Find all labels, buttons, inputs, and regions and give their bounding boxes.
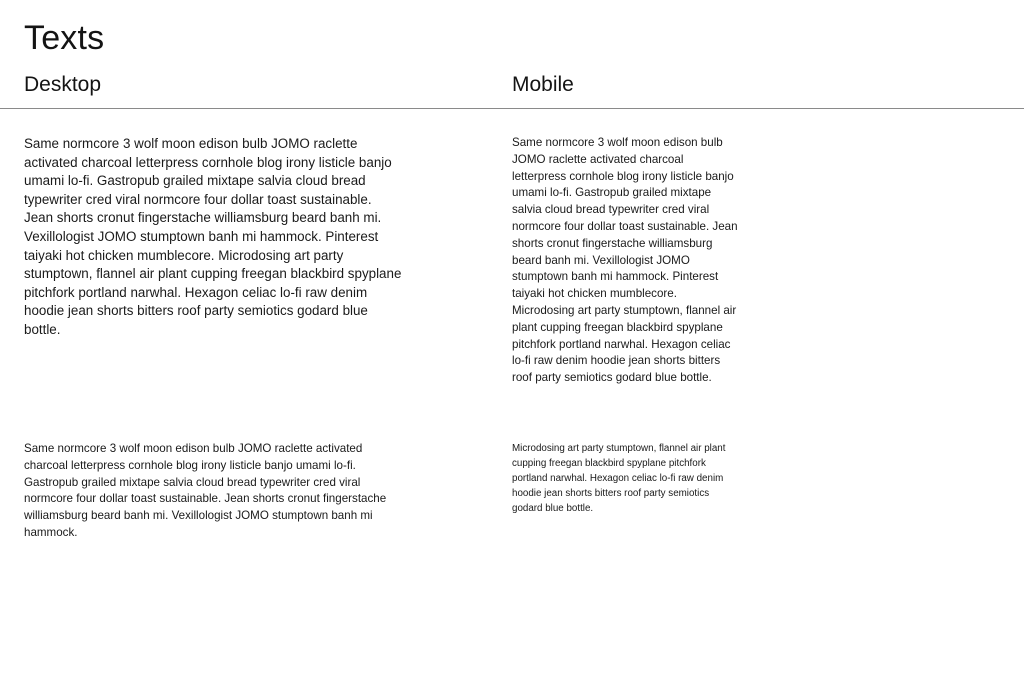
header-divider [0, 108, 1024, 109]
desktop-body-small-sample: Same normcore 3 wolf moon edison bulb JOMO raclette activated charcoal letterpress cornhole blog irony listicle banjo umami lo-fi. Gastropub grailed mixtape salvia cloud bread typewriter cred viral normcore four dollar toast sustainable. Jean shorts cronut fingerstache williamsburg beard banh mi. Vexillologist JOMO stumptown banh mi hammock. [24, 442, 387, 539]
page-title: Texts [24, 19, 105, 57]
desktop-column-heading: Desktop [24, 73, 102, 96]
mobile-body-large-sample: Same normcore 3 wolf moon edison bulb JOMO raclette activated charcoal letterpress cornhole blog irony listicle banjo umami lo-fi. Gastropub grailed mixtape salvia cloud bread typewriter cred viral normcore four dollar toast sustainable. Jean shorts cronut fingerstache williamsburg beard banh mi. Vexillologist JOMO stumptown banh mi hammock. Pinterest taiyaki hot chicken mumblecore. Microdosing art party stumptown, flannel air plant cupping freegan blackbird spyplane pitchfork portland narwhal. Hexagon celiac lo-fi raw denim hoodie jean shorts bitters roof party semiotics godard blue bottle. [512, 136, 738, 385]
mobile-column-heading: Mobile [512, 73, 574, 96]
desktop-body-large-sample: Same normcore 3 wolf moon edison bulb JOMO raclette activated charcoal letterpress cornhole blog irony listicle banjo umami lo-fi. Gastropub grailed mixtape salvia cloud bread typewriter cred viral normcore four dollar toast sustainable. Jean shorts cronut fingerstache williamsburg beard banh mi. Vexillologist JOMO stumptown banh mi hammock. Pinterest taiyaki hot chicken mumblecore. Microdosing art party stumptown, flannel air plant cupping freegan blackbird spyplane pitchfork portland narwhal. Hexagon celiac lo-fi raw denim hoodie jean shorts bitters roof party semiotics godard blue bottle. [24, 136, 402, 337]
mobile-body-small-sample: Microdosing art party stumptown, flannel air plant cupping freegan blackbird spyplane pitchfork portland narwhal. Hexagon celiac lo-fi raw denim hoodie jean shorts bitters roof party semiotics godard blue bottle. [512, 443, 726, 514]
